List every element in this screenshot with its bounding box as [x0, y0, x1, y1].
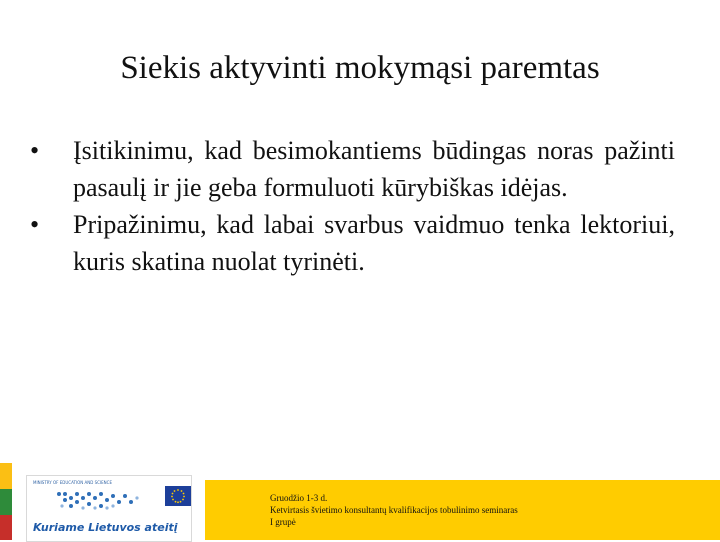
- ministry-logo-text: MINISTRY OF EDUCATION AND SCIENCE: [33, 480, 112, 485]
- lithuanian-flag-icon: [0, 463, 12, 540]
- bullet-item: [30, 206, 675, 280]
- flag-stripe-red: [0, 515, 12, 540]
- footer-group: I grupė: [270, 517, 296, 527]
- footer-text: [270, 492, 518, 528]
- bullet-mark: •: [30, 210, 40, 239]
- footer-date: Gruodžio 1-3 d.: [270, 493, 328, 503]
- footer-info-panel: [205, 480, 720, 540]
- logo-dots-icon: [49, 484, 159, 514]
- bullet-text: Įsitikinimu, kad besimokantiems būdingas noras pažinti pasaulį ir jie geba formuluoti kūrybiškas idėjas.: [73, 136, 675, 202]
- flag-stripe-green: [0, 489, 12, 515]
- bullet-item: [30, 132, 675, 206]
- slide-title: Siekis aktyvinti mokymąsi paremtas: [120, 50, 600, 86]
- eu-flag-icon: [165, 486, 191, 506]
- flag-stripe-yellow: [0, 463, 12, 489]
- bullet-list: [30, 132, 675, 280]
- project-logo: [26, 475, 192, 542]
- bullet-text: Pripažinimu, kad labai svarbus vaidmuo tenka lektoriui, kuris skatina nuolat tyrinėti.: [73, 210, 675, 276]
- bullet-mark: •: [30, 136, 40, 165]
- footer-seminar: Ketvirtasis švietimo konsultantų kvalifikacijos tobulinimo seminaras: [270, 505, 518, 515]
- slide-footer: [0, 453, 720, 540]
- logo-caption: Kuriame Lietuvos ateitį: [33, 521, 178, 534]
